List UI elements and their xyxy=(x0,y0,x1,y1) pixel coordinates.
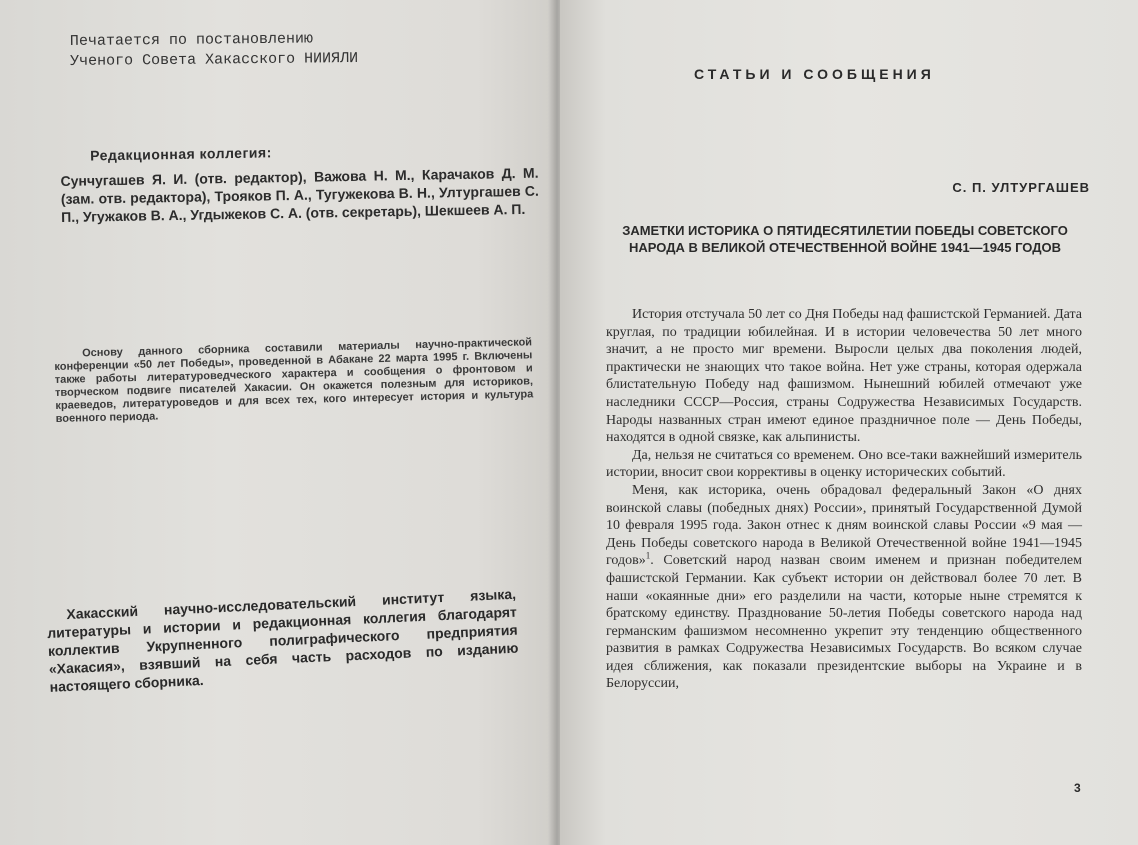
footnote-marker: 1 xyxy=(645,550,651,561)
editorial-board-title: Редакционная коллегия: xyxy=(89,144,272,164)
printing-approval-line-1: Печатается по постановлению xyxy=(69,30,314,50)
bleed-through-shadow xyxy=(129,290,139,327)
section-heading: СТАТЬИ И СООБЩЕНИЯ xyxy=(694,66,935,82)
printing-approval-line-2: Ученого Совета Хакасского НИИЯЛИ xyxy=(70,49,359,70)
editorial-board xyxy=(60,140,539,226)
article-paragraph: Да, нельзя не считаться со временем. Оно все-таки важнейший измеритель истории, вносит свои коррективы в оценку исторических событий. xyxy=(606,447,1082,481)
printing-approval-note xyxy=(70,28,450,72)
article-author: С. П. УЛТУРГАШЕВ xyxy=(952,180,1090,195)
article-body xyxy=(606,306,1082,693)
right-page xyxy=(560,0,1138,845)
page-number: 3 xyxy=(1074,781,1081,795)
article-paragraph-text: Меня, как историка, очень обрадовал федеральный Закон «О днях воинской славы (победных днях) России», принятый Государственной Думой 10 февраля 1995 года. Закон отнес к дням воинской славы России «9 мая — День Победы советского народа в Великой Отечественной войне 1941—1945 годов» xyxy=(606,482,1082,569)
article-paragraph-continued: . Советский народ назван своим именем и признан победителем фашистской Германии. Как субъект истории он действовал более 70 лет. В наши «окаянные дни» его разделили на части, которые ныне стремятся к братскому единству. Празднование 50-летия Победы советского народа над германским фашизмом несомненно укрепит эту тенденцию общественного развития в рамках Содружества Независимых Государств. Во всяком случае идея сближения, как показали президентские выборы на Украине и в Белоруссии, xyxy=(606,553,1082,692)
article-paragraph: История отстучала 50 лет со Дня Победы над фашистской Германией. Дата круглая, по традиции юбилейная. И в истории человечества 50 лет много значит, а не просто миг времени. Выросли целых два поколения людей, практически не знающих что такое война. Нет уже страны, которая одержала блистательную Победу над фашизмом. Нынешний юбилей отмечают уже наследники СССР—Россия, страны Содружества Независимых Государств. Народы названных стран имеют единое праздничное поле — День Победы, находятся в одной связке, как альпинисты. xyxy=(606,307,1082,446)
article-title: ЗАМЕТКИ ИСТОРИКА О ПЯТИДЕСЯТИЛЕТИИ ПОБЕДЫ СОВЕТСКОГО НАРОДА В ВЕЛИКОЙ ОТЕЧЕСТВЕННОЙ ВОЙНЕ 1941—1945 ГОДОВ xyxy=(622,223,1068,255)
editorial-board-members: Сунчугашев Я. И. (отв. редактор), Важова Н. М., Карачаков Д. М. (зам. отв. редактора), Трояков П. А., Тугужекова В. Н., Ултургашев С. П., Угужаков В. А., Угдыжеков С. А. (отв. секретарь), Шекшеев А. П. xyxy=(60,164,539,225)
acknowledgement-text: Хакасский научно-исследовательский институт языка, литературы и истории и редакционная коллегия благодарят коллектив Укрупненного полиграфического предприятия «Хакасия», взявший на себя часть расходов по изданию настоящего сборника. xyxy=(46,585,519,695)
article-paragraph xyxy=(606,482,1082,693)
collection-abstract: Основу данного сборника составили материалы научно-практической конференции «50 лет Победы», проведенной в Абакане 22 марта 1995 г. Включены также работы литературоведческого характера и сообщения о фронтовом и творческом подвиге писателей Хакасии. Он окажется полезным для историков, краеведов, литературоведов и для всех тех, кого интересует история и культура военного периода. xyxy=(54,336,534,425)
left-page xyxy=(0,0,560,845)
